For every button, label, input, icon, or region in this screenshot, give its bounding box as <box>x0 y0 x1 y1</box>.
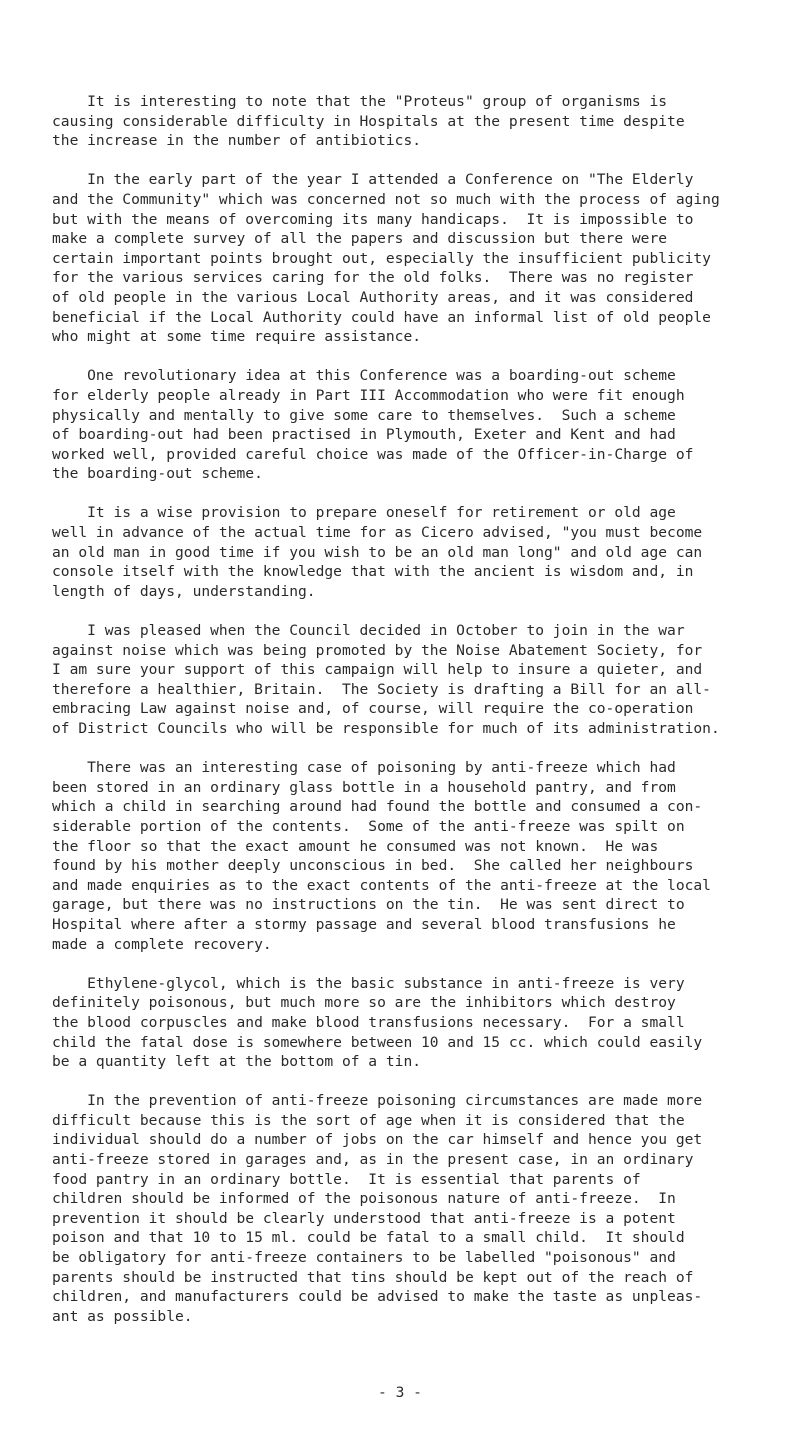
text-line: difficult because this is the sort of age when it is considered that the <box>52 1111 685 1129</box>
text-line: children should be informed of the poisonous nature of anti-freeze. In <box>52 1190 676 1208</box>
text-line: therefore a healthier, Britain. The Society is drafting a Bill for an all- <box>52 680 711 698</box>
paragraph <box>52 974 764 1072</box>
text-line: It is a wise provision to prepare oneself for retirement or old age <box>52 504 676 522</box>
text-line: Hospital where after a stormy passage and several blood transfusions he <box>52 915 676 933</box>
text-line: beneficial if the Local Authority could have an informal list of old people <box>52 308 711 326</box>
text-line: worked well, provided careful choice was made of the Officer-in-Charge of <box>52 445 694 463</box>
paragraph <box>52 758 764 954</box>
text-line: for elderly people already in Part III Accommodation who were fit enough <box>52 386 685 404</box>
text-line: siderable portion of the contents. Some of the anti-freeze was spilt on <box>52 817 685 835</box>
text-line: In the prevention of anti-freeze poisoning circumstances are made more <box>52 1092 703 1110</box>
text-line: physically and mentally to give some care to themselves. Such a scheme <box>52 406 676 424</box>
text-line: garage, but there was no instructions on the tin. He was sent direct to <box>52 896 685 914</box>
text-line: individual should do a number of jobs on the car himself and hence you get <box>52 1131 703 1149</box>
text-line: I was pleased when the Council decided in October to join in the war <box>52 622 685 640</box>
text-line: made a complete recovery. <box>52 935 272 953</box>
text-line: poison and that 10 to 15 ml. could be fatal to a small child. It should <box>52 1229 685 1247</box>
paragraph <box>52 366 764 484</box>
text-line: of old people in the various Local Authority areas, and it was considered <box>52 288 694 306</box>
text-line: parents should be instructed that tins should be kept out of the reach of <box>52 1268 694 1286</box>
text-line: embracing Law against noise and, of course, will require the co-operation <box>52 700 694 718</box>
text-line: I am sure your support of this campaign will help to insure a quieter, and <box>52 661 703 679</box>
text-line: certain important points brought out, especially the insufficient publicity <box>52 249 711 267</box>
text-line: the blood corpuscles and make blood transfusions necessary. For a small <box>52 1013 685 1031</box>
text-line: been stored in an ordinary glass bottle in a household pantry, and from <box>52 778 676 796</box>
text-line: and the Community" which was concerned not so much with the process of aging <box>52 190 720 208</box>
text-line: the increase in the number of antibiotics. <box>52 132 422 150</box>
text-line: children, and manufacturers could be advised to make the taste as unpleas- <box>52 1288 703 1306</box>
text-line: food pantry in an ordinary bottle. It is essential that parents of <box>52 1170 641 1188</box>
page-number: - 3 - <box>378 1384 422 1401</box>
text-line: In the early part of the year I attended a Conference on "The Elderly <box>52 171 694 189</box>
text-line: ant as possible. <box>52 1307 193 1325</box>
text-line: prevention it should be clearly understood that anti-freeze is a potent <box>52 1209 676 1227</box>
text-line: for the various services caring for the old folks. There was no register <box>52 269 694 287</box>
text-line: be obligatory for anti-freeze containers to be labelled "poisonous" and <box>52 1249 676 1267</box>
text-line: but with the means of overcoming its many handicaps. It is impossible to <box>52 210 694 228</box>
text-line: against noise which was being promoted by the Noise Abatement Society, for <box>52 641 703 659</box>
text-line: console itself with the knowledge that with the ancient is wisdom and, in <box>52 563 694 581</box>
text-line: length of days, understanding. <box>52 582 316 600</box>
text-line: causing considerable difficulty in Hospitals at the present time despite <box>52 112 685 130</box>
text-line: of District Councils who will be responsible for much of its administration. <box>52 720 720 737</box>
text-line: child the fatal dose is somewhere between 10 and 15 cc. which could easily <box>52 1033 703 1051</box>
text-line: be a quantity left at the bottom of a tin. <box>52 1053 422 1071</box>
text-line: Ethylene-glycol, which is the basic substance in anti-freeze is very <box>52 974 685 992</box>
text-line: One revolutionary idea at this Conference was a boarding-out scheme <box>52 367 676 385</box>
paragraph <box>52 170 764 346</box>
text-line: anti-freeze stored in garages and, as in the present case, in an ordinary <box>52 1151 694 1169</box>
text-line: which a child in searching around had found the bottle and consumed a con- <box>52 798 703 816</box>
text-line: well in advance of the actual time for as Cicero advised, "you must become <box>52 524 703 542</box>
text-line: found by his mother deeply unconscious in bed. She called her neighbours <box>52 857 694 875</box>
text-line: the boarding-out scheme. <box>52 465 263 483</box>
text-line: and made enquiries as to the exact contents of the anti-freeze at the local <box>52 876 711 894</box>
paragraph <box>52 92 764 151</box>
text-line: who might at some time require assistance. <box>52 328 422 346</box>
text-line: It is interesting to note that the "Proteus" group of organisms is <box>52 93 668 110</box>
text-line: make a complete survey of all the papers and discussion but there were <box>52 230 668 248</box>
document-body <box>52 92 764 1346</box>
text-line: There was an interesting case of poisoning by anti-freeze which had <box>52 759 676 777</box>
paragraph <box>52 1091 764 1326</box>
text-line: the floor so that the exact amount he consumed was not known. He was <box>52 837 659 855</box>
paragraph <box>52 503 764 601</box>
text-line: definitely poisonous, but much more so are the inhibitors which destroy <box>52 994 676 1012</box>
text-line: of boarding-out had been practised in Plymouth, Exeter and Kent and had <box>52 426 676 444</box>
text-line: an old man in good time if you wish to be an old man long" and old age can <box>52 543 703 561</box>
paragraph <box>52 621 764 739</box>
